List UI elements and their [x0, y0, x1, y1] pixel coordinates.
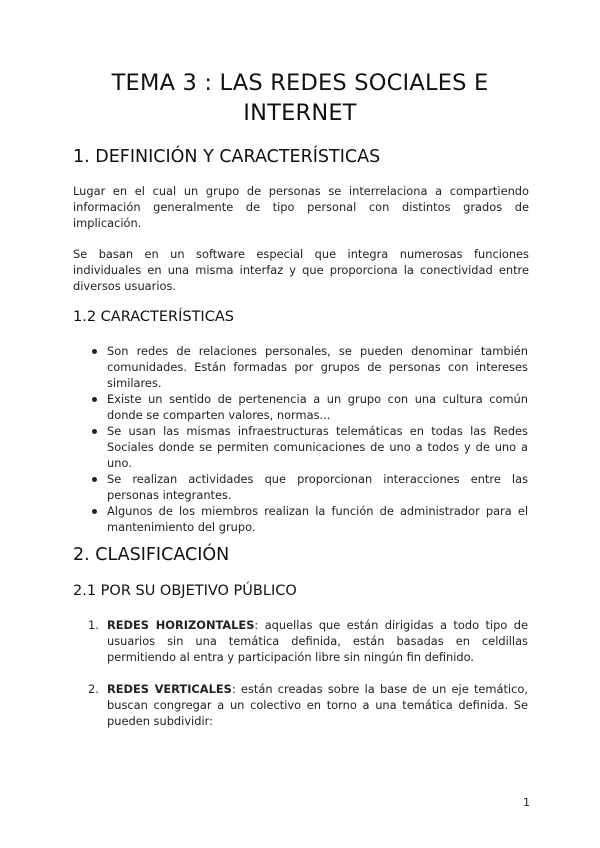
- bullet-icon: [92, 477, 97, 482]
- item-number: 1.: [88, 618, 99, 632]
- section-2-heading: 2. CLASIFICACIÓN: [73, 545, 230, 565]
- classification-list: [88, 617, 528, 729]
- item-term: REDES HORIZONTALES: [107, 618, 255, 632]
- bullet-icon: [92, 349, 97, 354]
- document-title: TEMA 3 : LAS REDES SOCIALES E INTERNET: [111, 70, 489, 126]
- item-number: 2.: [88, 682, 99, 696]
- list-item: [107, 343, 528, 391]
- list-item: [107, 391, 528, 423]
- list-item: [107, 503, 528, 535]
- item-text: : aquellas que están dirigidas a todo tipo de usuarios sin una temática definida, están basadas en celdillas permitiendo al entra y participación libre sin ningún fin definido.: [107, 618, 528, 664]
- page-number: 1: [523, 796, 530, 809]
- list-item: [107, 471, 528, 503]
- list-item: [88, 681, 528, 729]
- definition-paragraph-2: Se basan en un software especial que integra numerosas funciones individuales en una misma interfaz y que proporciona la conectividad entre diversos usuarios.: [73, 247, 529, 293]
- list-item: [107, 423, 528, 471]
- definition-paragraph-1: Lugar en el cual un grupo de personas se interrelaciona a compartiendo información generalmente de tipo personal con distintos grados de implicación.: [73, 184, 529, 230]
- section-1-heading: 1. DEFINICIÓN Y CARACTERÍSTICAS: [73, 147, 381, 167]
- bullet-icon: [92, 509, 97, 514]
- bullet-icon: [92, 397, 97, 402]
- item-text: : están creadas sobre la base de un eje temático, buscan congregar a un colectivo en torno a una temática definida. Se pueden subdividir:: [107, 682, 528, 728]
- item-term: REDES VERTICALES: [107, 682, 232, 696]
- list-item-text: Se realizan actividades que proporcionan interacciones entre las personas integrantes.: [107, 472, 528, 502]
- bullet-icon: [92, 429, 97, 434]
- list-item-text: Existe un sentido de pertenencia a un grupo con una cultura común donde se comparten valores, normas...: [107, 392, 528, 422]
- section-1-2-heading: 1.2 CARACTERÍSTICAS: [73, 309, 234, 325]
- section-2-1-heading: 2.1 POR SU OBJETIVO PÚBLICO: [73, 583, 297, 599]
- list-item-text: Se usan las mismas infraestructuras telemáticas en todas las Redes Sociales donde se permiten comunicaciones de uno a todos y de uno a uno.: [107, 424, 528, 470]
- list-item-text: Algunos de los miembros realizan la función de administrador para el mantenimiento del grupo.: [107, 504, 528, 534]
- list-item: [88, 617, 528, 665]
- characteristics-list: [107, 343, 528, 535]
- list-item-text: Son redes de relaciones personales, se pueden denominar también comunidades. Están formadas por grupos de personas con intereses similares.: [107, 344, 528, 390]
